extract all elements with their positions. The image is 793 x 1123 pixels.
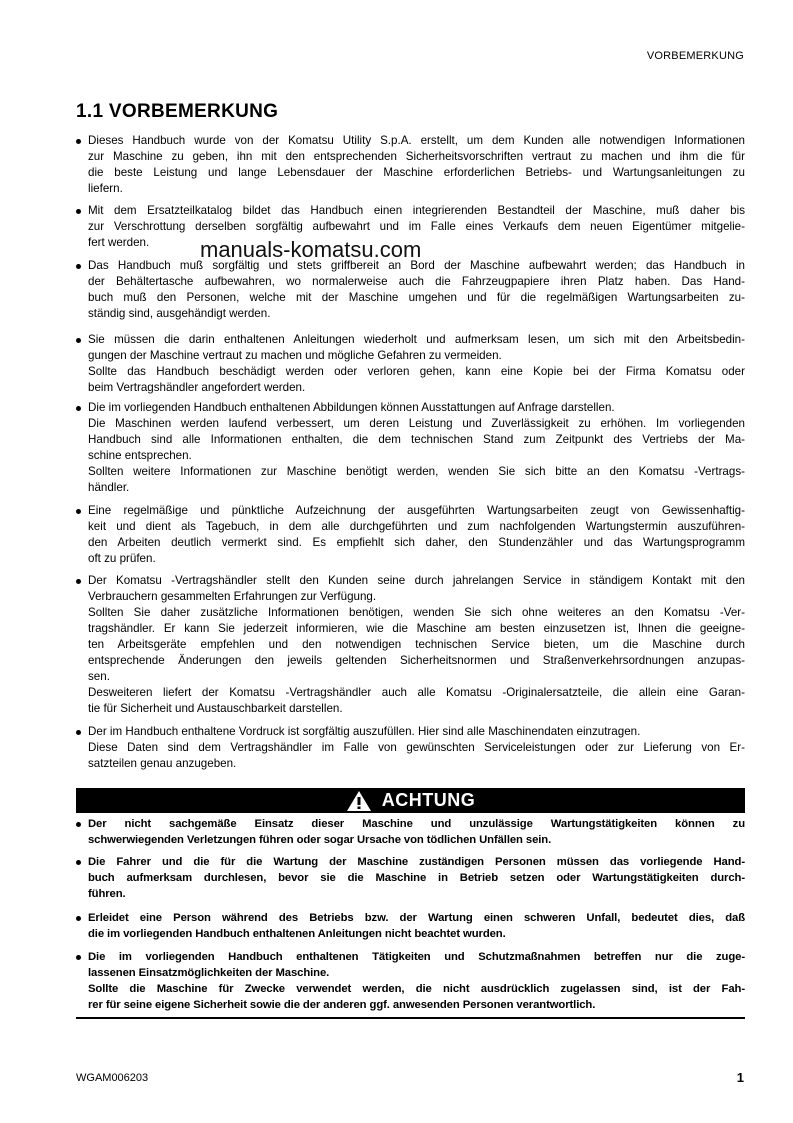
text-line: Verbrauchern gesammelten Erfahrungen zur Verfügung. [88,590,377,603]
paragraph [76,400,745,496]
text-line: Desweiteren liefert der Komatsu -Vertragshändler auch alle Komatsu -Originalersatzteile, die allein eine Garan- [88,686,745,699]
document-code: WGAM006203 [76,1072,149,1084]
text-line: händler. [88,481,130,494]
text-line: ten Arbeitsgeräte empfehlen und den notwendigen technischen Service bieten, um die Maschine durch [88,638,745,651]
warning-banner [76,788,745,813]
text-line: Sie müssen die darin enthaltenen Anleitungen wiederholt und aufmerksam lesen, um sich mit den Arbeitsbedin- [88,333,745,346]
paragraph [76,573,745,717]
paragraph [76,258,745,322]
bullet-icon [76,509,81,514]
text-line: Sollten Sie daher zusätzliche Informationen benötigen, wenden Sie sich ohne weiteres an den Komatsu -Ver- [88,606,745,619]
text-line: oft zu prüfen. [88,552,156,565]
bullet-icon [76,916,81,921]
text-line: buch aufmerksam durchlesen, bevor sie die Maschine in Betrieb setzen oder Wartungstätigkeiten durch- [88,872,745,884]
section-title: 1.1 VORBEMERKUNG [76,101,279,122]
text-line: Der Komatsu -Vertragshändler stellt den Kunden seine durch jahrelangen Service in ständigem Kontakt mit den [88,574,745,587]
warning-item [76,854,745,902]
bullet-icon [76,264,81,269]
running-header: VORBEMERKUNG [646,50,744,62]
text-line: Sollte das Handbuch beschädigt werden oder verloren gehen, kann eine Kopie bei der Firma Komatsu oder [88,365,745,378]
text-line: Handbuch sind alle Informationen enthalten, die dem technischen Stand zum Zeitpunkt des Vertriebs der Ma- [88,433,745,446]
paragraph [76,332,745,396]
text-line: keit und dient als Tagebuch, in dem alle durchgeführten und zum nachfolgenden Wartungstermin auszuführen- [88,520,745,533]
bullet-icon [76,730,81,735]
bullet-icon [76,822,81,827]
bullet-icon [76,955,81,960]
text-line: schine entsprechen. [88,449,192,462]
text-line: ständig sind, ausgehändigt werden. [88,307,271,320]
text-line: beim Vertragshändler angefordert werden. [88,381,306,394]
text-line: die beste Leistung und lange Lebensdauer der Maschine erforderlichen Betriebs- und Wartungsanleitungen zu [88,166,745,179]
text-line: fert werden. [88,236,150,249]
text-line: Die im vorliegenden Handbuch enthaltenen Abbildungen können Ausstattungen auf Anfrage darstellen. [88,401,615,414]
text-line: führen. [88,888,126,900]
text-line: den Arbeiten deutlich vermerkt sind. Es empfiehlt sich daher, den Stundenzähler und das Wartungsprogramm [88,536,745,549]
text-line: gungen der Maschine vertraut zu machen und mögliche Gefahren zu vermeiden. [88,349,502,362]
text-line: buch muß den Personen, welche mit der Maschine umgehen und für die regelmäßigen Wartungsarbeiten zu- [88,291,745,304]
text-line: Erleidet eine Person während des Betriebs bzw. der Wartung einen schweren Unfall, bedeutet dies, daß [88,912,745,924]
text-line: Sollten weitere Informationen zur Maschine benötigt werden, wenden Sie sich bitte an den Komatsu -Vertrags- [88,465,745,478]
bullet-icon [76,338,81,343]
text-line: zur Verschrottung derselben sorgfältig aufbewahrt und im Falle eines Verkaufs dem neuen Eigentümer mitgelie- [88,220,745,233]
text-line: Der im Handbuch enthaltene Vordruck ist sorgfältig auszufüllen. Hier sind alle Maschinendaten einzutragen. [88,725,641,738]
text-line: sen. [88,670,110,683]
divider [76,1017,745,1019]
bullet-icon [76,406,81,411]
text-line: Dieses Handbuch wurde von der Komatsu Utility S.p.A. erstellt, um dem Kunden alle notwendigen Informationen [88,134,745,147]
text-line: Diese Daten sind dem Vertragshändler im Falle von gewünschten Serviceleistungen oder zur Lieferung von Er- [88,741,745,754]
text-line: zur Maschine zu geben, ihn mit den entsprechenden Sicherheitsvorschriften vertraut zu machen und ihm die für [88,150,745,163]
text-line: schwerwiegenden Verletzungen führen oder sogar Ursache von tödlichen Unfällen sein. [88,834,552,846]
text-line: tie für Sicherheit und Austauschbarkeit darstellen. [88,702,343,715]
text-line: Das Handbuch muß sorgfältig und stets griffbereit an Bord der Maschine aufbewahrt werden; das Handbuch in [88,259,745,272]
paragraph [76,724,745,772]
text-line: Die im vorliegenden Handbuch enthaltenen Tätigkeiten und Schutzmaßnahmen betreffen nur die zuge- [88,951,745,963]
warning-label: ACHTUNG [381,790,476,810]
text-line: die im vorliegenden Handbuch enthaltenen Anleitungen nicht beachtet wurden. [88,928,506,940]
warning-item [76,910,745,942]
paragraph [76,133,745,197]
text-line: Eine regelmäßige und pünktliche Aufzeichnung der ausgeführten Wartungsarbeiten zeugt von Gewissenhaftig- [88,504,745,517]
text-line: Mit dem Ersatzteilkatalog bildet das Handbuch einen integrierenden Bestandteil der Maschine, muß daher bis [88,204,745,217]
bullet-icon [76,139,81,144]
text-line: rer für seine eigene Sicherheit sowie die der anderen ggf. anwesenden Personen verantwortlich. [88,999,596,1011]
text-line: Die Fahrer und die für die Wartung der Maschine zuständigen Personen müssen das vorliegende Hand- [88,856,745,868]
text-line: der Behältertasche aufbewahren, wo normalerweise auch die Fahrzeugpapiere ihren Platz haben. Das Hand- [88,275,745,288]
paragraph [76,503,745,567]
text-line: Die Maschinen werden laufend verbessert, um deren Leistung und Zuverlässigkeit zu erhöhen. Im vorliegenden [88,417,745,430]
text-line: entsprechende Änderungen den jeweils geltenden Sicherheitsnormen und Straßenverkehrsordnungen anzupas- [88,654,745,667]
warning-item [76,949,745,1013]
text-line: liefern. [88,182,123,195]
bullet-icon [76,579,81,584]
warning-item [76,816,745,848]
warning-triangle-icon [346,790,372,812]
text-line: lassenen Einsatzmöglichkeiten der Maschine. [88,967,330,979]
bullet-icon [76,860,81,865]
page-number: 1 [736,1070,744,1085]
text-line: Sollte die Maschine für Zwecke verwendet werden, die nicht ausdrücklich zugelassen sind, ist der Fah- [88,983,745,995]
bullet-icon [76,209,81,214]
text-line: Der nicht sachgemäße Einsatz dieser Maschine und unzulässige Wartungstätigkeiten können zu [88,818,745,830]
text-line: tragshändler. Er kann Sie jederzeit informieren, wie die Maschine am besten einzusetzen ist, Ihnen die geeigne- [88,622,745,635]
watermark: manuals-komatsu.com [200,237,422,262]
text-line: satzteilen genau anzugeben. [88,757,237,770]
